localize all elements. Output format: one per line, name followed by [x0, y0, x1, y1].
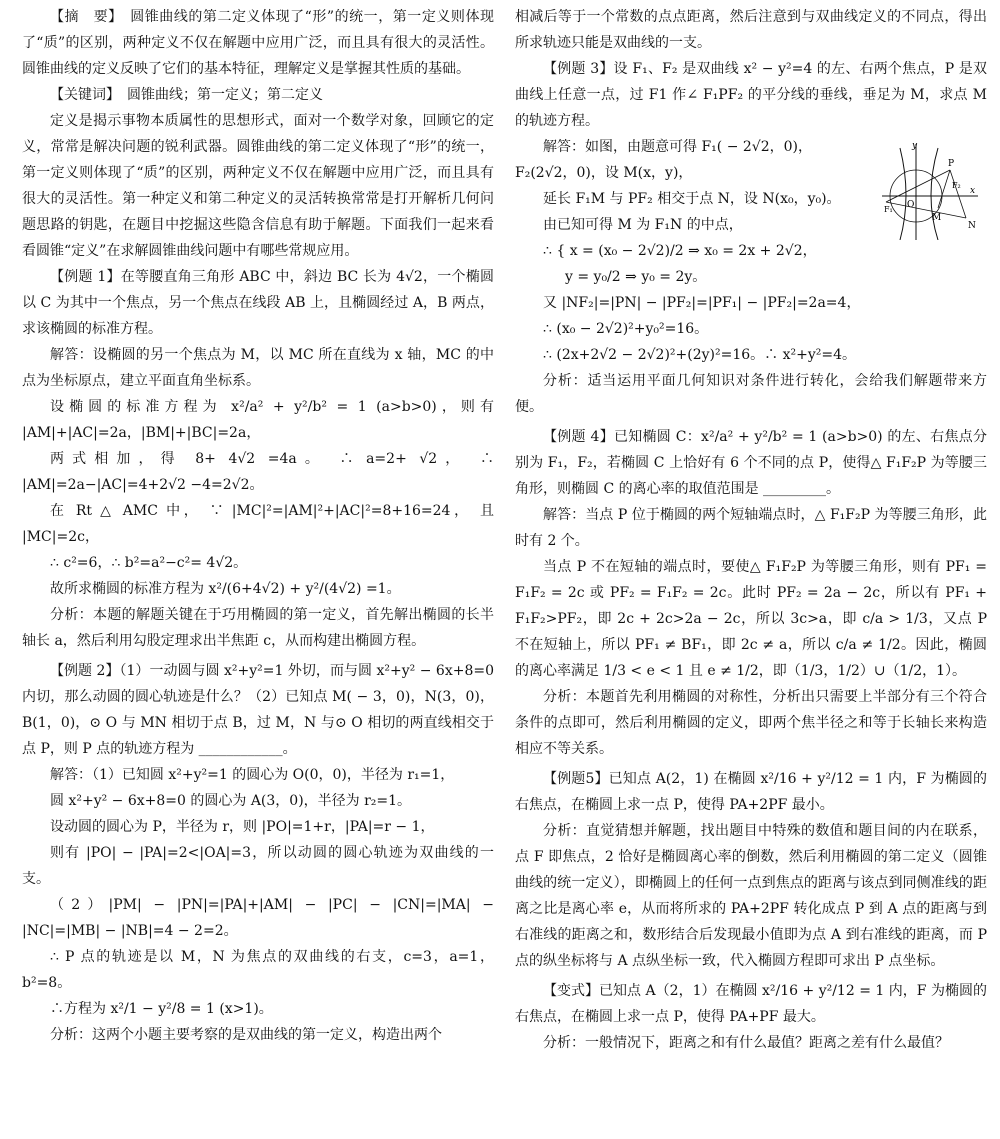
p-label: P [948, 159, 955, 169]
abstract: 【摘 要】 圆锥曲线的第二定义体现了“形”的统一，第一定义则体现了“质”的区别，两种定义不仅在解题中应用广泛，而且具有很大的灵活性。圆锥曲线的定义反映了它们的基本特征，理解定义是掌握其性质的基础。 [22, 9, 494, 77]
example-5-problem: 【例题5】已知点 A(2，1) 在椭圆 x²/16 + y²/12 = 1 内，F 为椭圆的右焦点，在椭圆上求一点 P，使得 PA+2PF 最小。 [515, 771, 987, 813]
example-1-step-pythagoras: 在 Rt △ AMC 中， ∵ |MC|²=|AM|²+|AC|²=8+16=24， 且 |MC|=2c， [22, 503, 494, 545]
example-3-system-line-2: y = y₀/2 ⇒ y₀ = 2y。 [565, 269, 707, 285]
example-3-solution-line-2: F₂(2√2，0)，设 M(x，y)， [515, 165, 693, 181]
hyperbola-figure [880, 140, 980, 240]
example-3-result: ∴ (2x+2√2 − 2√2)²+(2y)²=16。∴ x²+y²=4。 [543, 347, 857, 363]
example-3-problem: 【例题 3】设 F₁、F₂ 是双曲线 x² − y²=4 的左、右两个焦点，P 是双曲线上任意一点，过 F1 作∠ F₁PF₂ 的平分线的垂线，垂足为 M，求点 M 的轨迹方程。 [515, 61, 987, 129]
example-3-solution-line-1: 解答：如图，由题意可得 F₁( − 2√2，0)， [543, 139, 812, 155]
example-2-solution-line-4: 则有 |PO| − |PA|=2<|OA|=3，所以动圆的圆心轨迹为双曲线的一支。 [22, 845, 494, 887]
example-3-step-circle: ∴ (x₀ − 2√2)²+y₀²=16。 [543, 321, 709, 337]
bisector-line [938, 170, 950, 208]
example-5-analysis: 分析：直觉猜想并解题，找出题目中特殊的数值和题目间的内在联系，点 F 即焦点，2 恰好是椭圆离心率的倒数，然后利用椭圆的第二定义（圆锥曲线的统一定义），即椭圆上的任何一点到焦点的距离与该点到同侧准线的距离之比是离心率 e，从而将所求的 PA+2PF 转化成点 P 到 A 点的距离与到右准线的距离之和，数形结合后发现最小值即为点 A 到右准线的距离，而 P 点的纵坐标将与 A 点纵坐标一致，代入椭圆方程即可求出 P 点坐标。 [515, 823, 987, 969]
example-4-solution-line-1: 解答：当点 P 位于椭圆的两个短轴端点时，△ F₁F₂P 为等腰三角形，此时有 2 个。 [515, 507, 987, 549]
example-2-part-2: （2）|PM| − |PN|=|PA|+|AM| − |PC| − |CN|=|MA| − |NC|=|MB| − |NB|=4 − 2=2。 [22, 897, 494, 939]
example-1-step-b: ∴ c²=6，∴ b²=a²−c²= 4√2。 [50, 555, 248, 571]
keywords: 【关键词】 圆锥曲线；第一定义；第二定义 [50, 87, 323, 103]
example-2-part-2-conclusion: ∴ P 点的轨迹是以 M，N 为焦点的双曲线的右支，c=3，a=1，b²=8。 [22, 949, 494, 991]
example-3-analysis: 分析：适当运用平面几何知识对条件进行转化，会给我们解题带来方便。 [515, 373, 987, 415]
line-p-n [950, 170, 966, 218]
example-2-solution-line-1: 解答：（1）已知圆 x²+y²=1 的圆心为 O(0，0)，半径为 r₁=1， [50, 767, 455, 783]
hyperbola-right-branch [931, 148, 938, 240]
example-2-solution-line-2: 圆 x²+y² − 6x+8=0 的圆心为 A(3，0)，半径为 r₂=1。 [50, 793, 412, 809]
example-3-system-line-1: ∴ { x = (x₀ − 2√2)/2 ⇒ x₀ = 2x + 2√2， [543, 243, 817, 259]
line-f1-n [886, 202, 966, 218]
example-4-solution-line-2: 当点 P 不在短轴的端点时，要使△ F₁F₂P 为等腰三角形，则有 PF₁ = F₁F₂ = 2c 或 PF₂ = F₁F₂ = 2c。此时 PF₂ = 2a − 2c，所以有 PF₁ + F₁F₂>PF₂，即 2c + 2c>2a − 2c，所以 3c>a，即 c/a > 1/3，又点 P 不在短轴上，所以 PF₁ ≠ BF₁，即 2c ≠ a，所以 c/a ≠ 1/2。因此，椭圆的离心率满足 1/3 < e < 1 且 e ≠ 1/2，即（1/3，1/2）∪（1/2，1）。 [515, 559, 987, 679]
example-1-solution-setup: 解答：设椭圆的另一个焦点为 M，以 MC 所在直线为 x 轴，MC 的中点为坐标原点，建立平面直角坐标系。 [22, 347, 494, 389]
example-3-solution-line-4: 由已知可得 M 为 F₁N 的中点， [543, 217, 743, 233]
example-2-solution-line-3: 设动圆的圆心为 P，半径为 r，则 |PO|=1+r，|PA|=r − 1， [50, 819, 435, 835]
example-1-problem: 【例题 1】在等腰直角三角形 ABC 中，斜边 BC 长为 4√2，一个椭圆以 C 为其中一个焦点，另一个焦点在线段 AB 上，且椭圆经过 A，B 两点，求该椭圆的标准方程。 [22, 269, 494, 337]
example-4-analysis: 分析：本题首先利用椭圆的对称性，分析出只需要上半部分有三个符合条件的点即可，然后利用椭圆的定义，即两个焦半径之和等于长轴长来构造相应不等关系。 [515, 689, 987, 757]
f1-label: F₁ [884, 205, 893, 214]
example-2-analysis-continued: 相减后等于一个常数的点点距离，然后注意到与双曲线定义的不同点，得出所求轨迹只能是双曲线的一支。 [515, 9, 987, 51]
example-1-analysis: 分析：本题的解题关键在于巧用椭圆的第一定义，首先解出椭圆的长半轴长 a，然后利用勾股定理求出半焦距 c，从而构建出椭圆方程。 [22, 607, 494, 649]
f2-label: F₂ [952, 181, 961, 190]
n-label: N [968, 221, 976, 231]
example-1-equation-setup: 设椭圆的标准方程为 x²/a² + y²/b² = 1 (a>b>0)，则有 |AM|+|AC|=2a，|BM|+|BC|=2a， [22, 399, 494, 441]
y-axis-label: y [912, 141, 918, 151]
example-4-problem: 【例题 4】已知椭圆 C：x²/a² + y²/b² = 1 (a>b>0) 的左、右焦点分别为 F₁，F₂，若椭圆 C 上恰好有 6 个不同的点 P，使得△ F₁F₂P 为等腰三角形，则椭圆 C 的离心率的取值范围是 _________。 [515, 429, 987, 497]
example-3-solution-line-3: 延长 F₁M 与 PF₂ 相交于点 N，设 N(x₀，y₀)。 [543, 191, 841, 207]
example-3-step-nf2: 又 |NF₂|=|PN| − |PF₂|=|PF₁| − |PF₂|=2a=4， [543, 295, 861, 311]
example-2-equation: ∴方程为 x²/1 − y²/8 = 1 (x>1)。 [50, 1001, 273, 1017]
example-2-analysis: 分析：这两个小题主要考察的是双曲线的第一定义，构造出两个 [50, 1027, 442, 1043]
origin-label: O [907, 200, 915, 210]
variant-problem: 【变式】已知点 A（2，1）在椭圆 x²/16 + y²/12 = 1 内，F 为椭圆的右焦点，在椭圆上求一点 P，使得 PA+PF 最大。 [515, 983, 987, 1025]
x-axis-label: x [970, 186, 976, 196]
example-1-result: 故所求椭圆的标准方程为 x²/(6+4√2) + y²/(4√2) =1。 [50, 581, 401, 597]
hyperbola-left-branch [900, 148, 906, 240]
m-label: M [932, 213, 942, 223]
example-2-problem: 【例题 2】（1）一动圆与圆 x²+y²=1 外切，而与圆 x²+y² − 6x+8=0 内切，那么动圆的圆心轨迹是什么？（2）已知点 M( − 3，0)，N(3，0)，B(1，0)，⊙ O 与 MN 相切于点 B，过 M，N 与⊙ O 相切的两直线相交于点 P，则 P 点的轨迹方程为 ____________。 [22, 663, 494, 757]
left-column [22, 4, 494, 1048]
intro-paragraph: 定义是揭示事物本质属性的思想形式，面对一个数学对象，回顾它的定义，常常是解决问题的锐利武器。圆锥曲线的第二定义体现了“形”的统一，第一定义则体现了“质”的区别，两种定义不仅在解题中应用广泛，而且具有很大的灵活性。第一种定义和第二种定义的灵活转换常常是打开解析几何问题思路的钥匙，在题目中挖掘这些隐含信息有助于解题。下面我们一起来看看圆锥“定义”在求解圆锥曲线问题中有哪些常规应用。 [22, 113, 494, 259]
variant-analysis: 分析：一般情况下，距离之和有什么最值？距离之差有什么最值？ [543, 1035, 949, 1051]
hyperbola-diagram [880, 140, 980, 240]
example-1-step-add: 两式相加，得 8+ 4√2 =4a。 ∴ a=2+ √2， ∴ |AM|=2a−|AC|=4+2√2 −4=2√2。 [22, 451, 494, 493]
